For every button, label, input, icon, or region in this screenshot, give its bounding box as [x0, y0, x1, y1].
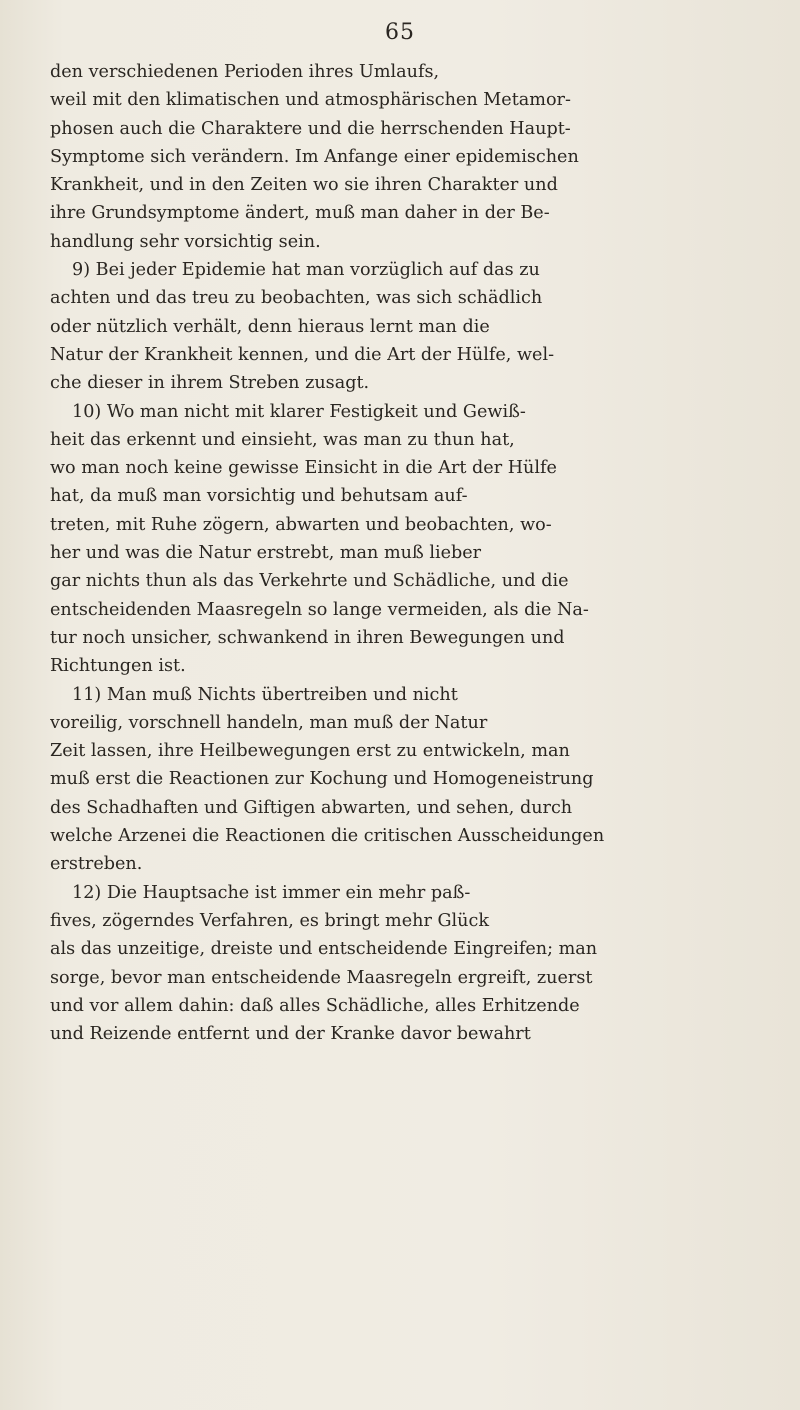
paragraph-10-start: 10) Wo man nicht mit klarer Festigkeit und Gewiß- — [72, 401, 526, 422]
text-line: erstreben. — [50, 854, 143, 875]
text-line: phosen auch die Charaktere und die herrschenden Haupt- — [50, 118, 571, 139]
text-line: welche Arzenei die Reactionen die critischen Ausscheidungen — [50, 826, 605, 847]
text-line: Zeit lassen, ihre Heilbewegungen erst zu entwickeln, man — [50, 741, 570, 762]
text-line: Symptome sich verändern. Im Anfange einer epidemischen — [50, 146, 579, 167]
text-line: ihre Grundsymptome ändert, muß man daher in der Be- — [50, 203, 550, 224]
text-line: tur noch unsicher, schwankend in ihren Bewegungen und — [50, 627, 565, 648]
text-line: gar nichts thun als das Verkehrte und Schädliche, und die — [50, 571, 569, 592]
text-line: Richtungen ist. — [50, 656, 186, 677]
text-line: treten, mit Ruhe zögern, abwarten und beobachten, wo- — [50, 514, 552, 535]
text-line: als das unzeitige, dreiste und entscheidende Eingreifen; man — [50, 939, 598, 960]
paragraph-12-start: 12) Die Hauptsache ist immer ein mehr paß- — [72, 882, 471, 903]
text-line: und vor allem dahin: daß alles Schädliche, alles Erhitzende — [50, 995, 580, 1016]
text-line: wo man noch keine gewisse Einsicht in die Art der Hülfe — [50, 458, 557, 479]
text-line: her und was die Natur erstrebt, man muß lieber — [50, 543, 482, 564]
text-line: che dieser in ihrem Streben zusagt. — [50, 373, 370, 394]
text-line: handlung sehr vorsichtig sein. — [50, 231, 321, 252]
text-line: weil mit den klimatischen und atmosphärischen Metamor- — [50, 90, 571, 111]
text-line: fives, zögerndes Verfahren, es bringt mehr Glück — [50, 910, 490, 931]
text-line: hat, da muß man vorsichtig und behutsam auf- — [50, 486, 468, 507]
body-text — [50, 58, 775, 1048]
text-line: muß erst die Reactionen zur Kochung und Homogeneistrung — [50, 769, 594, 790]
text-line: voreilig, vorschnell handeln, man muß der Natur — [50, 712, 488, 733]
text-line: sorge, bevor man entscheidende Maasregeln ergreift, zuerst — [50, 967, 593, 988]
text-line: und Reizende entfernt und der Kranke davor bewahrt — [50, 1024, 531, 1045]
text-line: Krankheit, und in den Zeiten wo sie ihren Charakter und — [50, 175, 558, 196]
text-line: entscheidenden Maasregeln so lange vermeiden, als die Na- — [50, 599, 589, 620]
text-line: Natur der Krankheit kennen, und die Art der Hülfe, wel- — [50, 344, 555, 365]
text-line: oder nützlich verhält, denn hieraus lernt man die — [50, 316, 490, 337]
text-line: den verschiedenen Perioden ihres Umlaufs, — [50, 62, 440, 82]
text-line: heit das erkennt und einsieht, was man zu thun hat, — [50, 429, 515, 450]
text-line: des Schadhaften und Giftigen abwarten, und sehen, durch — [50, 797, 573, 818]
page-number: 65 — [385, 20, 415, 45]
paragraph-11-start: 11) Man muß Nichts übertreiben und nicht — [72, 684, 458, 705]
paragraph-9-start: 9) Bei jeder Epidemie hat man vorzüglich auf das zu — [72, 260, 540, 281]
text-line: achten und das treu zu beobachten, was sich schädlich — [50, 288, 543, 309]
